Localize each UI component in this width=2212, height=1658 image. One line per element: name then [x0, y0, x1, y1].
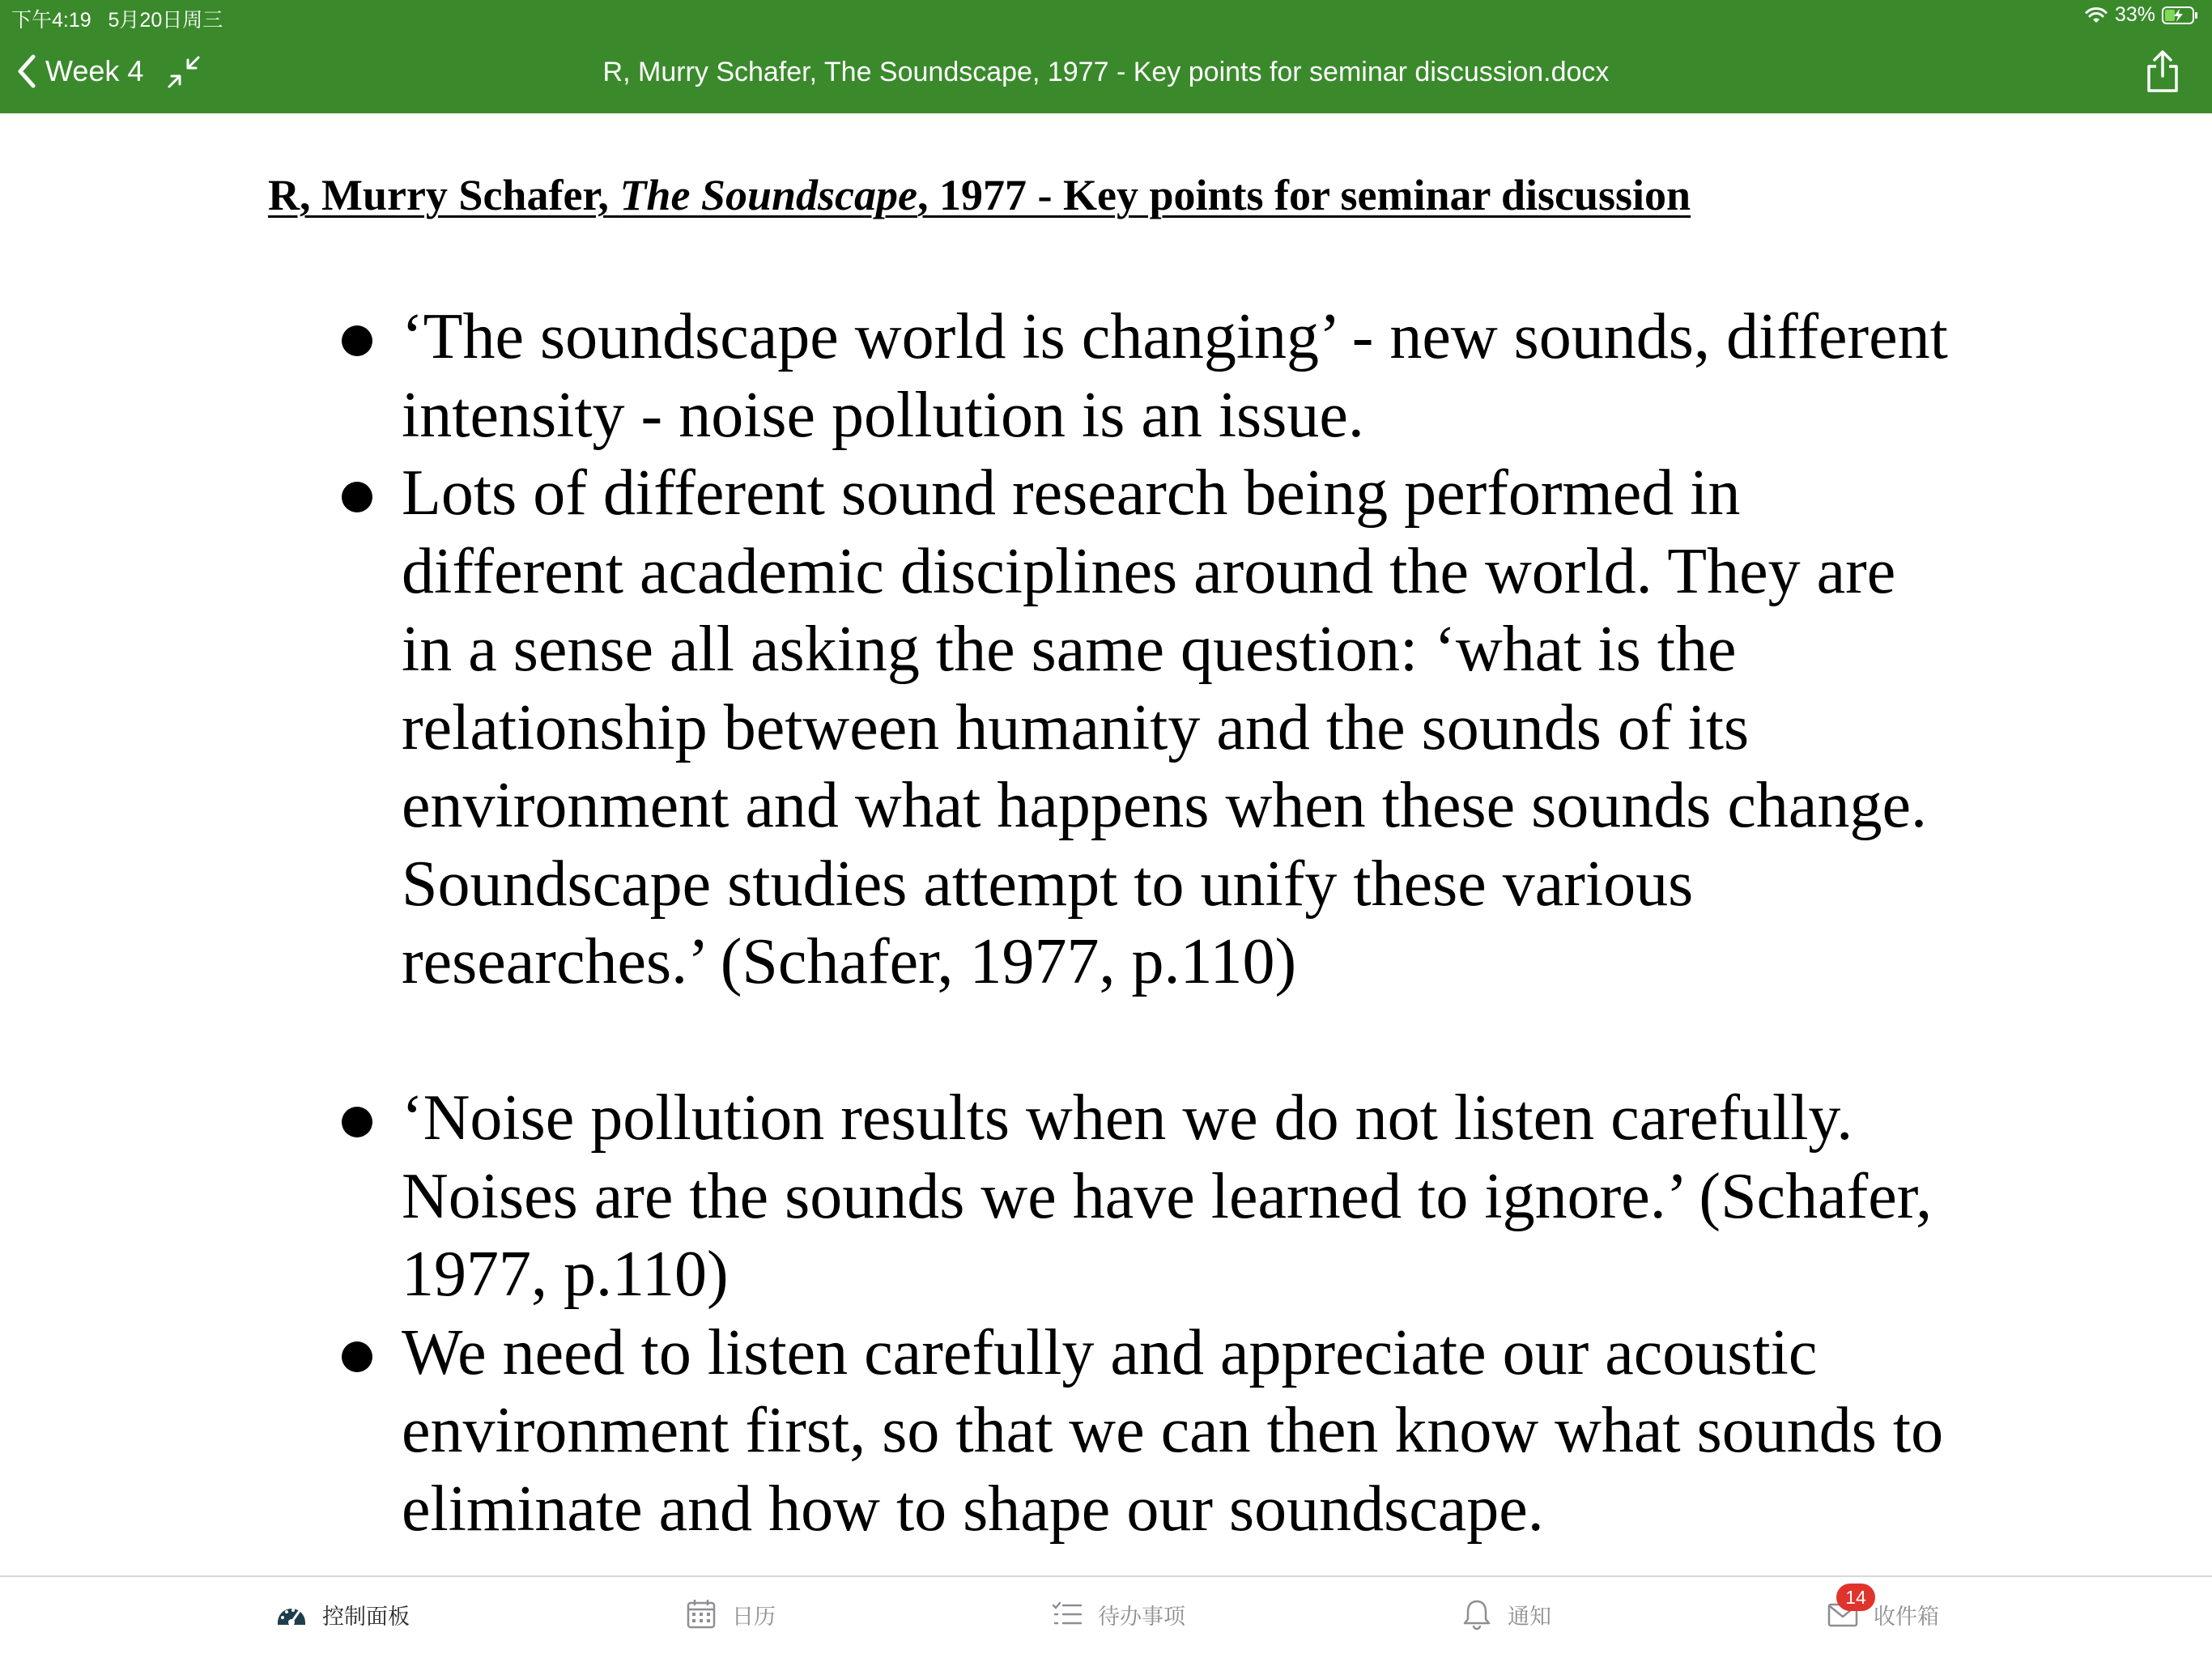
bullet-item: ‘Noise pollution results when we do not listen carefully. Noises are the sounds we have learned to ignore.’ (Schafer, 1977, p.110): [334, 1079, 1953, 1314]
document-viewer[interactable]: [0, 113, 2212, 1575]
calendar-icon: [685, 1598, 717, 1630]
tab-todo[interactable]: [1051, 1598, 1185, 1630]
share-icon[interactable]: [2144, 49, 2181, 94]
bullet-item: ‘The soundscape world is changing’ - new sounds, different intensity - noise pollution is an issue.: [334, 298, 1953, 454]
battery-percent: 33%: [2114, 3, 2155, 26]
heading-suffix: , 1977 - Key points for seminar discussion: [917, 171, 1691, 219]
tab-bar: [0, 1575, 2212, 1658]
document-title: R, Murry Schafer, The Soundscape, 1977 - Key points for seminar discussion.docx: [602, 57, 1610, 87]
tab-calendar-label: 日历: [732, 1604, 776, 1629]
tab-dashboard-label: 控制面板: [322, 1604, 410, 1629]
tab-todo-label: 待办事项: [1098, 1604, 1185, 1629]
chevron-left-icon: [16, 53, 37, 89]
bullet-list: [334, 298, 1953, 1548]
status-time: 下午4:19: [11, 9, 91, 32]
top-bar: [0, 0, 2212, 113]
tab-calendar[interactable]: [685, 1598, 776, 1630]
tab-inbox-label: 收件箱: [1874, 1604, 1939, 1629]
bullet-item: We need to listen carefully and appreciate our acoustic environment first, so that we can then know what sounds to eliminate and how to shape our soundscape.: [334, 1314, 1953, 1549]
status-bar: [0, 0, 2212, 32]
bullet-spacer: [334, 1001, 1953, 1080]
bullet-item: Lots of different sound research being performed in different academic disciplines around the world. They are in a sense all asking the same question: ‘what is the relationship between humanity and the sounds of its environment and what happens when these sounds change. Soundscape studies attempt to unify these various researches.’ (Schafer, 1977, p.110): [334, 454, 1953, 1001]
tab-notifications[interactable]: [1461, 1598, 1551, 1630]
status-time-date: [11, 4, 223, 33]
status-right: [2084, 3, 2197, 27]
document-heading: [268, 170, 1691, 220]
navigation-bar: [0, 32, 2212, 113]
back-label: Week 4: [45, 54, 144, 87]
inbox-unread-badge: 14: [1836, 1584, 1875, 1611]
checklist-icon: [1051, 1598, 1083, 1630]
tab-dashboard[interactable]: [275, 1598, 410, 1630]
status-date: 5月20日周三: [108, 9, 223, 32]
dashboard-icon: [275, 1598, 308, 1630]
tab-notifications-label: 通知: [1508, 1604, 1551, 1629]
back-button[interactable]: [16, 53, 143, 89]
heading-book-title: The Soundscape: [619, 171, 917, 219]
bell-icon: [1461, 1598, 1493, 1630]
heading-prefix: R, Murry Schafer,: [268, 171, 620, 219]
wifi-icon: [2084, 6, 2108, 25]
tab-inbox[interactable]: [1827, 1587, 1939, 1630]
battery-charging-icon: [2162, 6, 2197, 24]
collapse-icon[interactable]: [165, 53, 202, 91]
